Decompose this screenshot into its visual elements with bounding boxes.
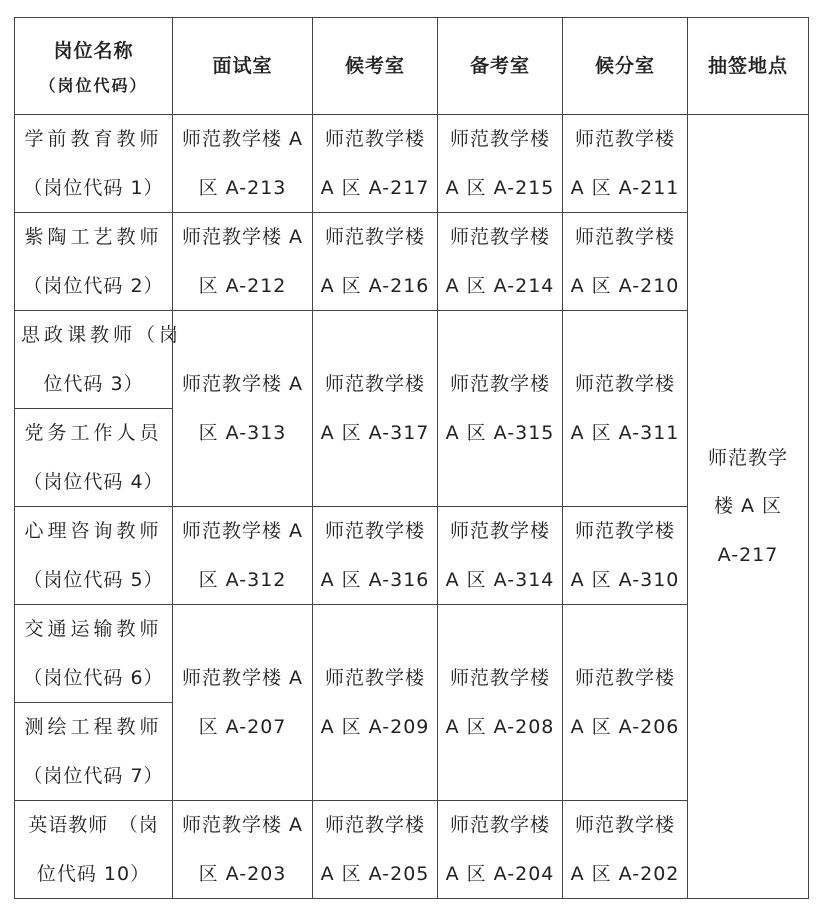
prep-room-cell: 师范教学楼 A 区 A-314 [438, 507, 563, 605]
waiting-room-cell: 师范教学楼 A 区 A-209 [313, 605, 438, 801]
score-room-cell: 师范教学楼 A 区 A-310 [563, 507, 688, 605]
position-cell: 心理咨询教师 （岗位代码 5） [15, 507, 173, 605]
position-cell: 英语教师 （岗 位代码 10） [15, 801, 173, 899]
lottery-location-cell: 师范教学 楼 A 区 A-217 [688, 115, 809, 899]
position-code-header: （岗位代码） [39, 76, 148, 95]
header-interview-room: 面试室 [173, 18, 313, 115]
waiting-room-cell: 师范教学楼 A 区 A-317 [313, 311, 438, 507]
score-room-cell: 师范教学楼 A 区 A-202 [563, 801, 688, 899]
prep-room-cell: 师范教学楼 A 区 A-204 [438, 801, 563, 899]
interview-room-cell: 师范教学楼 A 区 A-213 [173, 115, 313, 213]
header-position [15, 18, 173, 115]
waiting-room-cell: 师范教学楼 A 区 A-316 [313, 507, 438, 605]
score-room-cell: 师范教学楼 A 区 A-206 [563, 605, 688, 801]
prep-room-cell: 师范教学楼 A 区 A-214 [438, 213, 563, 311]
header-prep-room: 备考室 [438, 18, 563, 115]
waiting-room-cell: 师范教学楼 A 区 A-205 [313, 801, 438, 899]
interview-room-cell: 师范教学楼 A 区 A-212 [173, 213, 313, 311]
position-cell: 党务工作人员 （岗位代码 4） [15, 409, 173, 507]
position-cell: 交通运输教师 （岗位代码 6） [15, 605, 173, 703]
table-row [15, 115, 809, 213]
prep-room-cell: 师范教学楼 A 区 A-315 [438, 311, 563, 507]
position-cell: 紫陶工艺教师 （岗位代码 2） [15, 213, 173, 311]
interview-room-cell: 师范教学楼 A 区 A-313 [173, 311, 313, 507]
waiting-room-cell: 师范教学楼 A 区 A-217 [313, 115, 438, 213]
header-score-waiting-room: 候分室 [563, 18, 688, 115]
interview-room-cell: 师范教学楼 A 区 A-207 [173, 605, 313, 801]
score-room-cell: 师范教学楼 A 区 A-210 [563, 213, 688, 311]
position-cell: 测绘工程教师 （岗位代码 7） [15, 703, 173, 801]
header-row [15, 18, 809, 115]
position-cell: 学前教育教师 （岗位代码 1） [15, 115, 173, 213]
position-name-header: 岗位名称 [53, 40, 134, 62]
exam-room-table [14, 17, 809, 899]
prep-room-cell: 师范教学楼 A 区 A-215 [438, 115, 563, 213]
interview-room-cell: 师范教学楼 A 区 A-203 [173, 801, 313, 899]
header-lottery-location: 抽签地点 [688, 18, 809, 115]
position-cell: 思政课教师（岗 位代码 3） [15, 311, 173, 409]
waiting-room-cell: 师范教学楼 A 区 A-216 [313, 213, 438, 311]
prep-room-cell: 师范教学楼 A 区 A-208 [438, 605, 563, 801]
score-room-cell: 师范教学楼 A 区 A-211 [563, 115, 688, 213]
header-waiting-room: 候考室 [313, 18, 438, 115]
interview-room-cell: 师范教学楼 A 区 A-312 [173, 507, 313, 605]
score-room-cell: 师范教学楼 A 区 A-311 [563, 311, 688, 507]
